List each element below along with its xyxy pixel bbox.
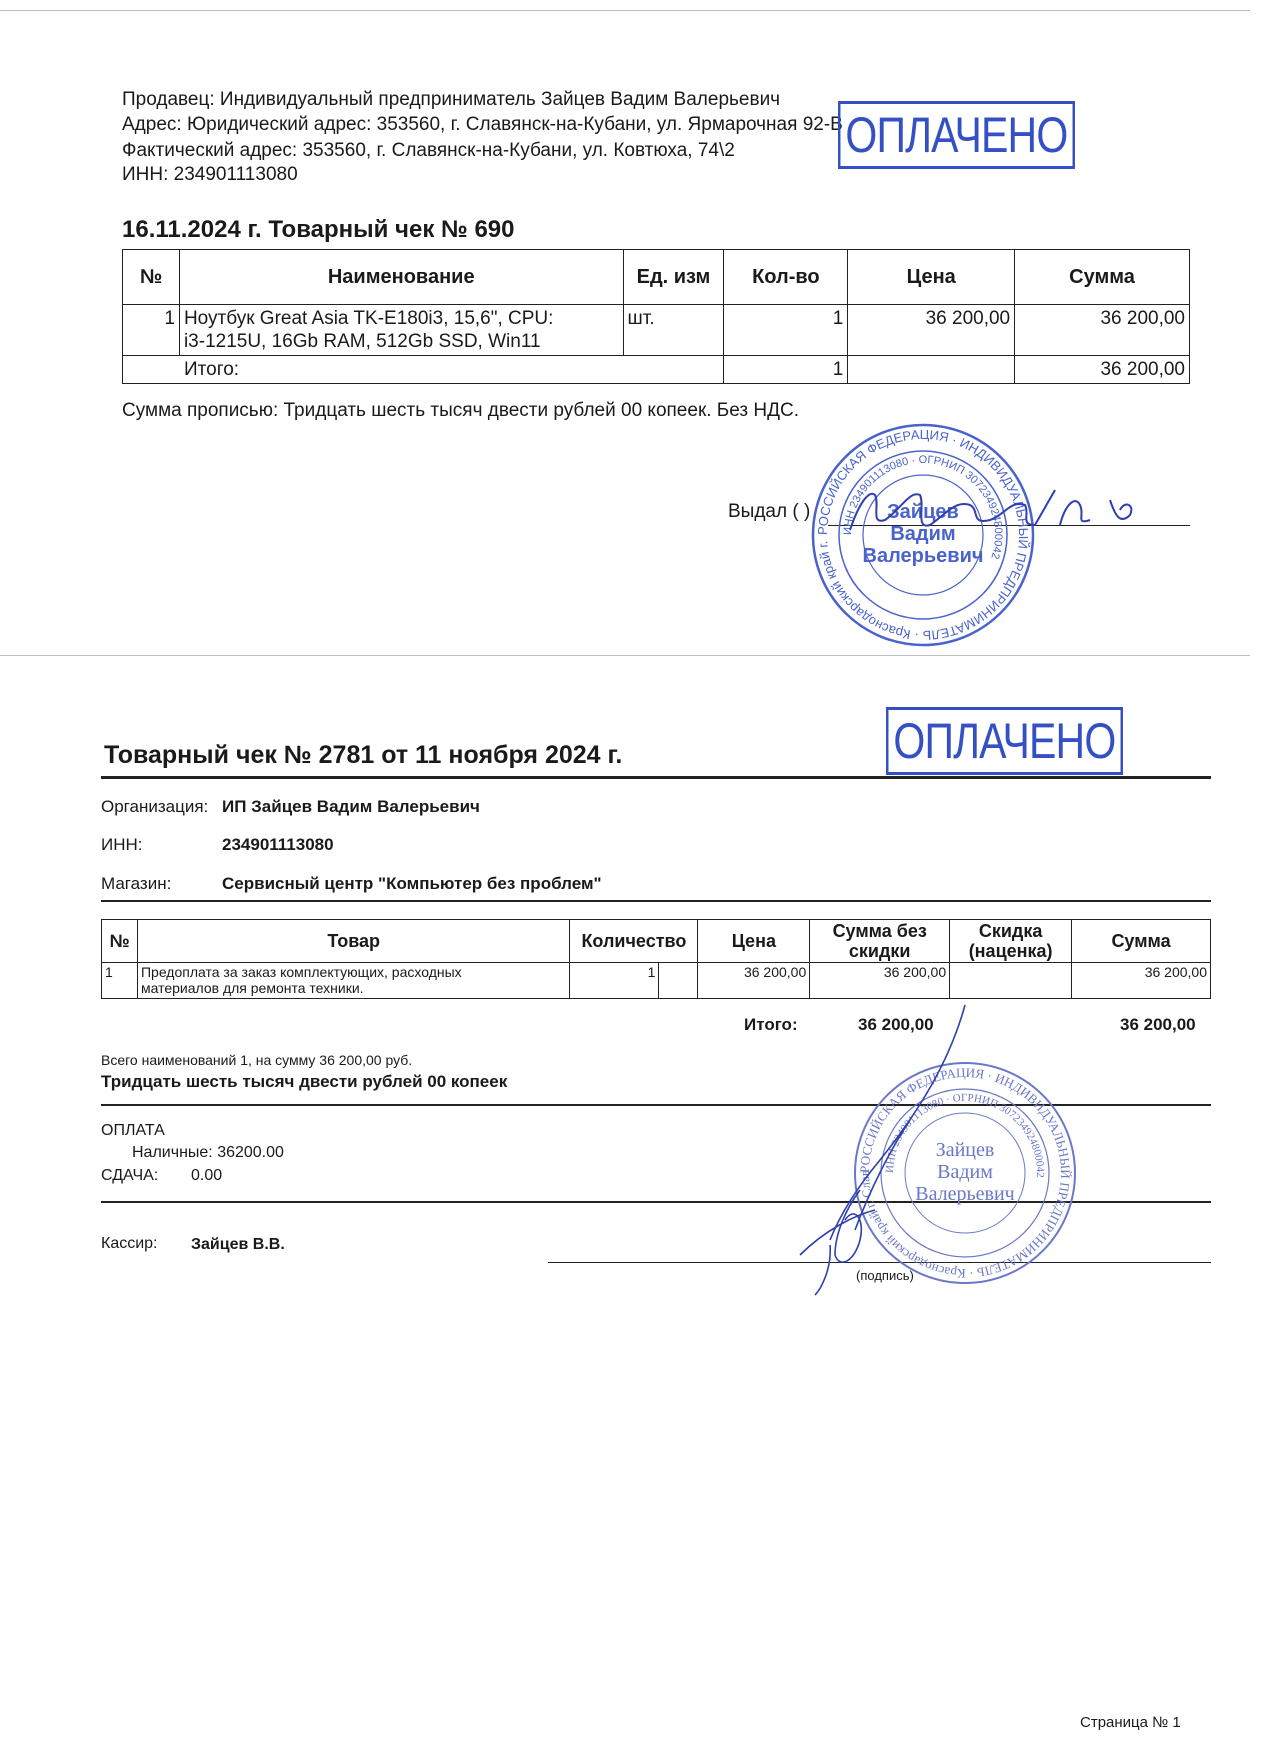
top-edge-line [0, 10, 1250, 11]
cashier-label: Кассир: [101, 1235, 158, 1252]
col-header: Цена [848, 250, 1015, 305]
item-name-line1: Ноутбук Great Asia TK-E180i3, 15,6", CPU: [183, 308, 554, 329]
item-sum: 36 200,00 [1072, 963, 1211, 999]
seal-ring-text: РОССИЙСКАЯ ФЕДЕРАЦИЯ · ИНДИВИДУАЛЬНЫЙ ПРЕДПРИНИМАТЕЛЬ · Краснодарский край г. Славянск-на-Кубани [803, 408, 1032, 644]
item-name [179, 305, 623, 356]
col-header: Ед. изм [623, 250, 724, 305]
item-price: 36 200,00 [698, 963, 810, 999]
item-name-line2: i3-1215U, 16Gb RAM, 512Gb SSD, Win11 [183, 331, 541, 352]
handwritten-signature [760, 1000, 980, 1300]
legal-address-line: Адрес: Юридический адрес: 353560, г. Славянск-на-Кубани, ул. Ярмарочная 92-В [122, 114, 843, 135]
item-price: 36 200,00 [848, 305, 1015, 356]
col-header: Сумма без скидки [810, 920, 950, 963]
item-discount [950, 963, 1072, 999]
seal-inner-ring-text: ИНН 234901113080 · ОГРНИП 307234924800042 [883, 1091, 1047, 1178]
cash-line: Наличные: 36200.00 [132, 1144, 284, 1161]
col-header: № [123, 250, 180, 305]
seal-ring-text: РОССИЙСКАЯ ФЕДЕРАЦИЯ · ИНДИВИДУАЛЬНЫЙ ПРЕДПРИНИМАТЕЛЬ · Краснодарский край г. Славянск-на-Кубани [846, 1046, 1074, 1282]
change-value: 0.00 [191, 1167, 223, 1184]
item-sum-nodiscount: 36 200,00 [810, 963, 950, 999]
col-header: Кол-во [724, 250, 848, 305]
seal-center-text: Вадим [937, 1161, 993, 1183]
payment-title: ОПЛАТА [101, 1122, 165, 1139]
table-row [123, 305, 1190, 356]
total-qty: 1 [724, 356, 848, 384]
total-label: Итого: [744, 1015, 798, 1034]
item-name-line2: материалов для ремонта техники. [140, 980, 364, 996]
paid-stamp [886, 707, 1123, 775]
table-header-row [102, 920, 1211, 963]
seller-line: Продавец: Индивидуальный предприниматель Зайцев Вадим Валерьевич [122, 89, 781, 110]
total-empty [848, 356, 1015, 384]
header-divider [101, 900, 1211, 902]
inn-label: ИНН: [101, 835, 143, 854]
paid-stamp-text: ОПЛАЧЕНО [845, 107, 1068, 163]
amount-in-words: Тридцать шесть тысяч двести рублей 00 копеек [101, 1072, 508, 1091]
col-header: Сумма [1015, 250, 1190, 305]
org-value: ИП Зайцев Вадим Валерьевич [222, 797, 480, 816]
page-separator-line [0, 655, 1250, 656]
signature-caption: (подпись) [856, 1268, 914, 1283]
total-sum: 36 200,00 [1015, 356, 1190, 384]
receipt-table [101, 919, 1211, 999]
col-header: Цена [698, 920, 810, 963]
seal-center-text: Зайцев [935, 1139, 995, 1161]
seal-center-text: Валерьевич [915, 1183, 1015, 1205]
col-header: Скидка (наценка) [950, 920, 1072, 963]
paid-stamp-text: ОПЛАЧЕНО [893, 713, 1116, 769]
amount-in-words: Сумма прописью: Тридцать шесть тысяч двести рублей 00 копеек. Без НДС. [122, 400, 800, 421]
col-header: № [102, 920, 138, 963]
item-unit: шт. [623, 305, 724, 356]
total-nodiscount: 36 200,00 [858, 1015, 934, 1034]
receipt-title: Товарный чек № 2781 от 11 ноября 2024 г. [104, 741, 623, 769]
cashier-name: Зайцев В.В. [191, 1236, 285, 1253]
receipt-table [122, 249, 1190, 384]
col-header: Сумма [1072, 920, 1211, 963]
table-row [102, 963, 1211, 999]
total-sum: 36 200,00 [1120, 1015, 1196, 1034]
page-number: Страница № 1 [1080, 1714, 1181, 1731]
shop-value: Сервисный центр "Компьютер без проблем" [222, 874, 602, 893]
seal-center-text: Зайцев [887, 501, 959, 523]
seller-inn: ИНН: 234901113080 [122, 164, 298, 185]
items-count-text: Всего наименований 1, на сумму 36 200,00 руб. [101, 1052, 413, 1068]
table-total-row [123, 356, 1190, 384]
item-name-line1: Предоплата за заказ комплектующих, расходных [140, 964, 462, 980]
item-sum: 36 200,00 [1015, 305, 1190, 356]
receipt-title: 16.11.2024 г. Товарный чек № 690 [122, 216, 515, 243]
item-qty: 1 [570, 963, 659, 999]
item-qty: 1 [724, 305, 848, 356]
change-label: СДАЧА: [101, 1167, 159, 1184]
inn-value: 234901113080 [222, 835, 334, 854]
issued-by-label: Выдал ( ) [728, 501, 811, 522]
col-header: Наименование [179, 250, 623, 305]
row-number: 1 [123, 305, 180, 356]
item-name [137, 963, 569, 999]
seal-inner-ring-text: ИНН 234901113080 · ОГРНИП 307234924800042 [841, 453, 1005, 561]
shop-label: Магазин: [101, 874, 172, 893]
col-header: Количество [570, 920, 698, 963]
actual-address-line: Фактический адрес: 353560, г. Славянск-на-Кубани, ул. Ковтюха, 74\2 [122, 140, 735, 161]
item-unit-empty [659, 963, 698, 999]
col-header: Товар [137, 920, 569, 963]
seal-center-text: Вадим [890, 523, 956, 545]
row-number: 1 [102, 963, 138, 999]
seal-center-text: Валерьевич [862, 545, 984, 567]
handwritten-signature [830, 470, 1150, 550]
title-underline [101, 776, 1211, 779]
table-header-row [123, 250, 1190, 305]
org-label: Организация: [101, 797, 209, 816]
paid-stamp [838, 101, 1075, 169]
total-label: Итого: [123, 356, 724, 384]
